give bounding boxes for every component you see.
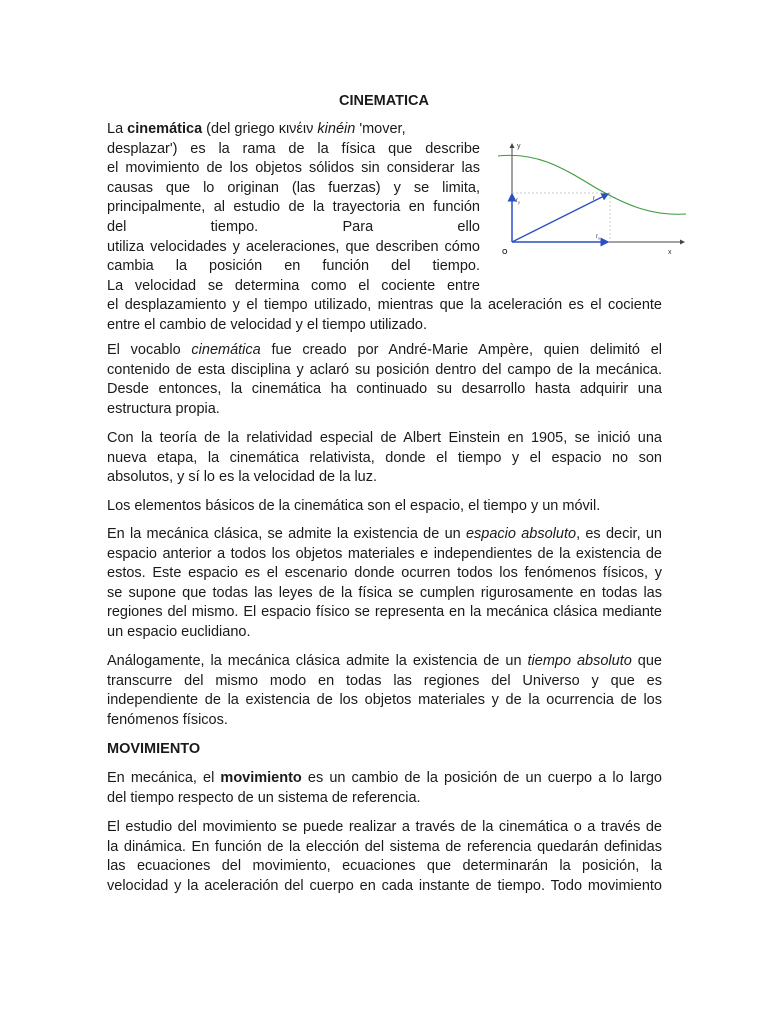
- para6-line-1: Análogamente, la mecánica clásica admite la existencia de un tiempo absoluto que: [107, 653, 662, 669]
- para3-line-3: absolutos, y sí lo es la velocidad de la luz.: [107, 469, 378, 486]
- y-axis-label: y: [517, 143, 521, 150]
- para6-line-3: independiente de la existencia de los objetos materiales y de la ocurrencia de los: [107, 692, 662, 709]
- intro-line-3: el movimiento de los objetos sólidos sin considerar las: [107, 160, 480, 177]
- para2-line-4: estructura propia.: [107, 400, 220, 417]
- vector-rx-label: $r_x$: [596, 234, 600, 241]
- para3-line-1: Con la teoría de la relatividad especial de Albert Einstein en 1905, se inició una: [107, 430, 662, 446]
- paragraph-basic-elements: [107, 497, 662, 517]
- vector-ry-label: $r_y$: [516, 198, 520, 205]
- para8-line-3: las ecuaciones del movimiento, ecuaciones que determinarán la posición, la: [107, 858, 662, 875]
- para8-line-2: la dinámica. En función de la elección del sistema de referencia quedarán definidas: [107, 838, 662, 855]
- origin-label: O: [502, 249, 508, 256]
- para5-line-2: espacio anterior a todos los objetos materiales e independientes de la existencia de: [107, 545, 662, 562]
- intro-paragraph: [107, 120, 662, 336]
- para7-line-2: del tiempo respecto de un sistema de referencia.: [107, 789, 421, 806]
- para6-line-2: transcurre del mismo modo en todas las regiones del Universo y que es: [107, 672, 662, 689]
- intro-line-10: el desplazamiento y el tiempo utilizado, mientras que la aceleración es el cociente: [107, 297, 662, 314]
- intro-line-7: utiliza velocidades y aceleraciones, que describen cómo: [107, 238, 480, 255]
- para8-line-4: velocidad y la aceleración del cuerpo en cada instante de tiempo. Todo movimiento: [107, 877, 662, 894]
- intro-line-1: La cinemática (del griego κινέιν kinéin 'mover,: [107, 121, 406, 137]
- section-heading-movimiento: MOVIMIENTO: [107, 741, 201, 757]
- para2-line-1: El vocablo cinemática fue creado por André-Marie Ampère, quien delimitó el: [107, 342, 662, 358]
- para5-line-1: En la mecánica clásica, se admite la existencia de un espacio absoluto, es decir, un: [107, 526, 662, 542]
- intro-line-8: cambia la posición en función del tiempo.: [107, 258, 480, 275]
- para2-line-2: contenido de esta disciplina y aclaró su posición dentro del campo de la mecánica.: [107, 361, 662, 378]
- para3-line-2: nueva etapa, la cinemática relativista, donde el tiempo y el espacio no son: [107, 449, 662, 466]
- paragraph-ampere: [107, 341, 662, 419]
- para5-line-6: un espacio euclidiano.: [107, 623, 251, 640]
- paragraph-movement-definition: [107, 769, 662, 808]
- intro-line-4: causas que lo originan (las fuerzas) y se limita,: [107, 179, 480, 196]
- vector-r-label: r: [593, 196, 595, 202]
- para6-line-4: fenómenos físicos.: [107, 711, 228, 728]
- intro-line-2: desplazar') es la rama de la física que describe: [107, 140, 480, 157]
- para5-line-4: se supone que todas las leyes de la física se cumplen rigurosamente en todas las: [107, 584, 662, 601]
- intro-line-9: La velocidad se determina como el cociente entre: [107, 277, 480, 294]
- page-title: CINEMATICA: [339, 93, 429, 109]
- para7-line-1: En mecánica, el movimiento es un cambio de la posición de un cuerpo a lo largo: [107, 770, 662, 786]
- intro-line-6: del tiempo. Para ello: [107, 218, 480, 235]
- paragraph-movement-study: [107, 818, 662, 896]
- intro-line-11: entre el cambio de velocidad y el tiempo utilizado.: [107, 316, 427, 333]
- paragraph-absolute-space: [107, 525, 662, 643]
- para2-line-3: Desde entonces, la cinemática ha continuado su desarrollo hasta adquirir una: [107, 381, 662, 398]
- paragraph-absolute-time: [107, 652, 662, 730]
- para5-line-5: regiones del mismo. El espacio físico se representa en la mecánica clásica mediante: [107, 604, 662, 621]
- para8-line-1: El estudio del movimiento se puede realizar a través de la cinemática o a través de: [107, 819, 662, 835]
- intro-line-5: principalmente, al estudio de la trayectoria en función: [107, 199, 480, 216]
- para4-line-1: Los elementos básicos de la cinemática son el espacio, el tiempo y un móvil.: [107, 498, 601, 514]
- para5-line-3: estos. Este espacio es el escenario donde ocurren todos los fenómenos físicos, y: [107, 565, 662, 582]
- x-axis-label: x: [668, 249, 672, 256]
- paragraph-relativity: [107, 429, 662, 488]
